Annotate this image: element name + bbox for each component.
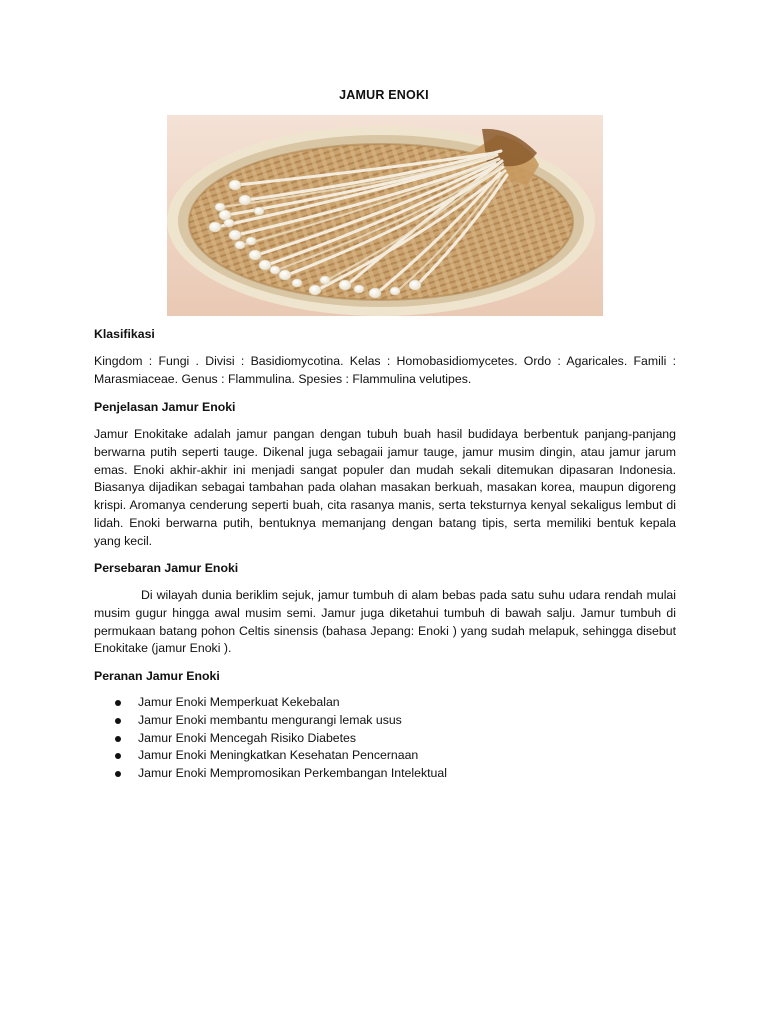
list-item — [94, 747, 676, 765]
bullet-icon — [115, 771, 121, 777]
list-item — [94, 765, 676, 783]
list-item — [94, 712, 676, 730]
section-heading: Klasifikasi — [94, 327, 155, 341]
persebaran-body — [94, 587, 676, 658]
peranan-list-wrap — [94, 694, 676, 783]
list-item-text: Jamur Enoki Memperkuat Kekebalan — [138, 695, 340, 709]
paragraph: Kingdom : Fungi . Divisi : Basidiomycotina. Kelas : Homobasidiomycetes. Ordo : Agaricales. Famili : Marasmiaceae. Genus : Flammulina. Spesies : Flammulina velutipes. — [94, 354, 676, 386]
list-item-text: Jamur Enoki Meningkatkan Kesehatan Pencernaan — [138, 748, 419, 763]
list-item-text: Jamur Enoki Mencegah Risiko Diabetes — [138, 730, 357, 745]
klasifikasi-body — [94, 353, 676, 389]
peranan-list — [94, 694, 676, 783]
list-item-text: Jamur Enoki Mempromosikan Perkembangan Intelektual — [138, 766, 447, 781]
bullet-icon — [115, 718, 121, 724]
penjelasan-body — [94, 426, 676, 551]
bullet-icon — [115, 700, 121, 706]
list-item-text: Jamur Enoki membantu mengurangi lemak usus — [138, 712, 402, 727]
section-persebaran — [94, 560, 676, 578]
list-item — [94, 730, 676, 748]
bullet-icon — [115, 753, 121, 759]
paragraph: Jamur Enokitake adalah jamur pangan dengan tubuh buah hasil budidaya berbentuk panjang-panjang berwarna putih seperti tauge. Dikenal juga sebagaii jamur tauge, jamur musim dingin, atau jamur jarum emas. Enoki akhir-akhir ini menjadi sangat populer dan mudah sekali ditemukan dipasaran Indonesia. Biasanya dijadikan sebagai tambahan pada olahan masakan berkuah, masakan korea, maupun digoreng krispi. Aromanya cenderung seperti buah, cita rasanya manis, serta teksturnya kenyal sekaligus lembut di lidah. Enoki berwarna putih, bentuknya memanjang dengan batang tipis, serta memiliki bentuk kepala yang kecil. — [94, 427, 676, 548]
section-klasifikasi — [94, 326, 676, 344]
list-item — [94, 694, 676, 712]
paragraph: Di wilayah dunia beriklim sejuk, jamur tumbuh di alam bebas pada satu suhu udara rendah mulai musim gugur hingga awal musim semi. Jamur juga diketahui tumbuh di bawah salju. Jamur tumbuh di permukaan batang pohon Celtis sinensis (bahasa Jepang: Enoki ) yang sudah melapuk, sehingga disebut Enokitake (jamur Enoki ). — [94, 588, 676, 656]
bullet-icon — [115, 736, 121, 742]
section-penjelasan — [94, 399, 676, 417]
section-heading: Penjelasan Jamur Enoki — [94, 400, 236, 414]
section-peranan — [94, 668, 676, 686]
section-heading: Peranan Jamur Enoki — [94, 669, 220, 683]
section-heading: Persebaran Jamur Enoki — [94, 561, 239, 575]
document-title: JAMUR ENOKI — [339, 88, 429, 102]
enoki-photo — [167, 115, 603, 316]
